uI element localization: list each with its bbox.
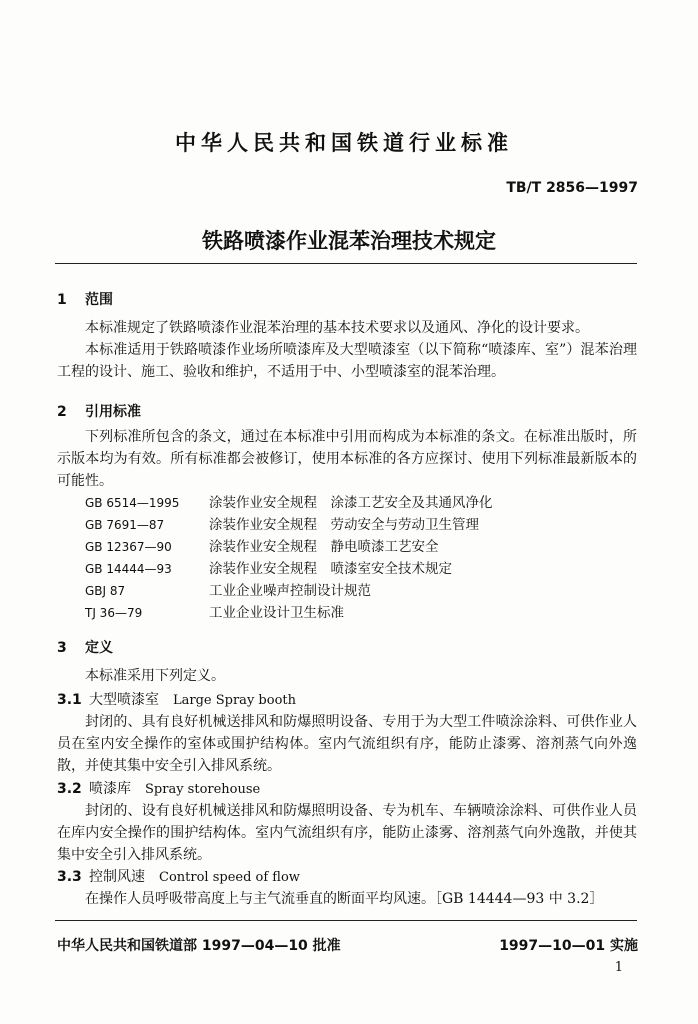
ref-title: 工业企业噪声控制设计规范 xyxy=(209,583,371,599)
list-item xyxy=(85,602,493,624)
page-number: 1 xyxy=(614,960,623,975)
list-item xyxy=(85,536,493,558)
footer-rule xyxy=(55,920,637,921)
section-2-paragraph: 下列标准所包含的条文，通过在本标准中引用而构成为本标准的条文。在标准出版时，所示版本均为有效。所有标准都会被修订，使用本标准的各方应探讨、使用下列标准最新版本的可能性。 xyxy=(57,429,637,489)
definition-3-1-text: 封闭的、具有良好机械送排风和防爆照明设备、专用于为大型工件喷涂涂料、可供作业人员在室内安全操作的室体或围护结构体。室内气流组织有序，能防止漆雾、溶剂蒸气向外逸散，并使其集中安全引入排风系统。 xyxy=(57,714,637,774)
referenced-standards-list xyxy=(85,492,493,624)
ref-code: GB 12367—90 xyxy=(85,540,172,554)
list-item xyxy=(85,580,493,602)
approval-line: 中华人民共和国铁道部 1997—04—10 批准 xyxy=(57,938,341,954)
definition-number: 3.2 xyxy=(57,781,82,797)
ref-title: 涂装作业安全规程 喷漆室安全技术规定 xyxy=(209,561,452,577)
section-number: 2 xyxy=(57,404,67,420)
standard-body-heading: 中华人民共和国铁道行业标准 xyxy=(175,131,513,155)
document-title: 铁路喷漆作业混苯治理技术规定 xyxy=(202,229,496,253)
implementation-date: 1997—10—01 实施 xyxy=(499,938,638,954)
section-1-paragraph-1: 本标准规定了铁路喷漆作业混苯治理的基本技术要求以及通风、净化的设计要求。 xyxy=(85,320,589,336)
ref-title: 涂装作业安全规程 劳动安全与劳动卫生管理 xyxy=(209,517,479,533)
definition-number: 3.1 xyxy=(57,692,82,708)
ref-code: GB 14444—93 xyxy=(85,562,172,576)
section-3-intro: 本标准采用下列定义。 xyxy=(85,668,225,684)
definition-term-english: Spray storehouse xyxy=(145,782,261,797)
section-title: 定义 xyxy=(85,640,113,656)
ref-code: TJ 36—79 xyxy=(85,606,143,620)
definition-3-3-text: 在操作人员呼吸带高度上与主气流垂直的断面平均风速。［GB 14444—93 中 3.2］ xyxy=(85,891,604,907)
list-item xyxy=(85,558,493,580)
definition-number: 3.3 xyxy=(57,869,82,885)
definition-term-english: Control speed of flow xyxy=(159,870,300,885)
ref-code: GBJ 87 xyxy=(85,584,126,598)
section-2-heading xyxy=(57,401,141,421)
header-rule xyxy=(55,263,637,264)
definition-3-2-text: 封闭的、设有良好机械送排风和防爆照明设备、专为机车、车辆喷涂涂料、可供作业人员在库内安全操作的围护结构体。室内气流组织有序，能防止漆雾、溶剂蒸气向外逸散，并使其集中安全引入排风系统。 xyxy=(57,803,637,863)
definition-term: 控制风速 xyxy=(89,869,145,885)
definition-term: 大型喷漆室 xyxy=(89,692,159,708)
definition-term-english: Large Spray booth xyxy=(173,693,296,708)
ref-title: 工业企业设计卫生标准 xyxy=(209,605,344,621)
section-1-paragraph-2: 本标准适用于铁路喷漆作业场所喷漆库及大型喷漆室（以下简称“喷漆库、室”）混苯治理工程的设计、施工、验收和维护，不适用于中、小型喷漆室的混苯治理。 xyxy=(57,342,637,380)
ref-title: 涂装作业安全规程 静电喷漆工艺安全 xyxy=(209,539,439,555)
list-item xyxy=(85,492,493,514)
section-1-heading xyxy=(57,289,113,309)
definition-term: 喷漆库 xyxy=(89,781,131,797)
ref-code: GB 6514—1995 xyxy=(85,496,180,510)
definition-3-1-heading xyxy=(57,689,296,709)
section-title: 范围 xyxy=(85,292,113,308)
standard-code: TB/T 2856—1997 xyxy=(506,180,638,196)
section-number: 1 xyxy=(57,292,67,308)
section-3-heading xyxy=(57,637,113,657)
section-number: 3 xyxy=(57,640,67,656)
definition-3-3-heading xyxy=(57,866,300,886)
definition-3-2-heading xyxy=(57,778,260,798)
section-title: 引用标准 xyxy=(85,404,141,420)
ref-code: GB 7691—87 xyxy=(85,518,165,532)
ref-title: 涂装作业安全规程 涂漆工艺安全及其通风净化 xyxy=(209,495,493,511)
list-item xyxy=(85,514,493,536)
